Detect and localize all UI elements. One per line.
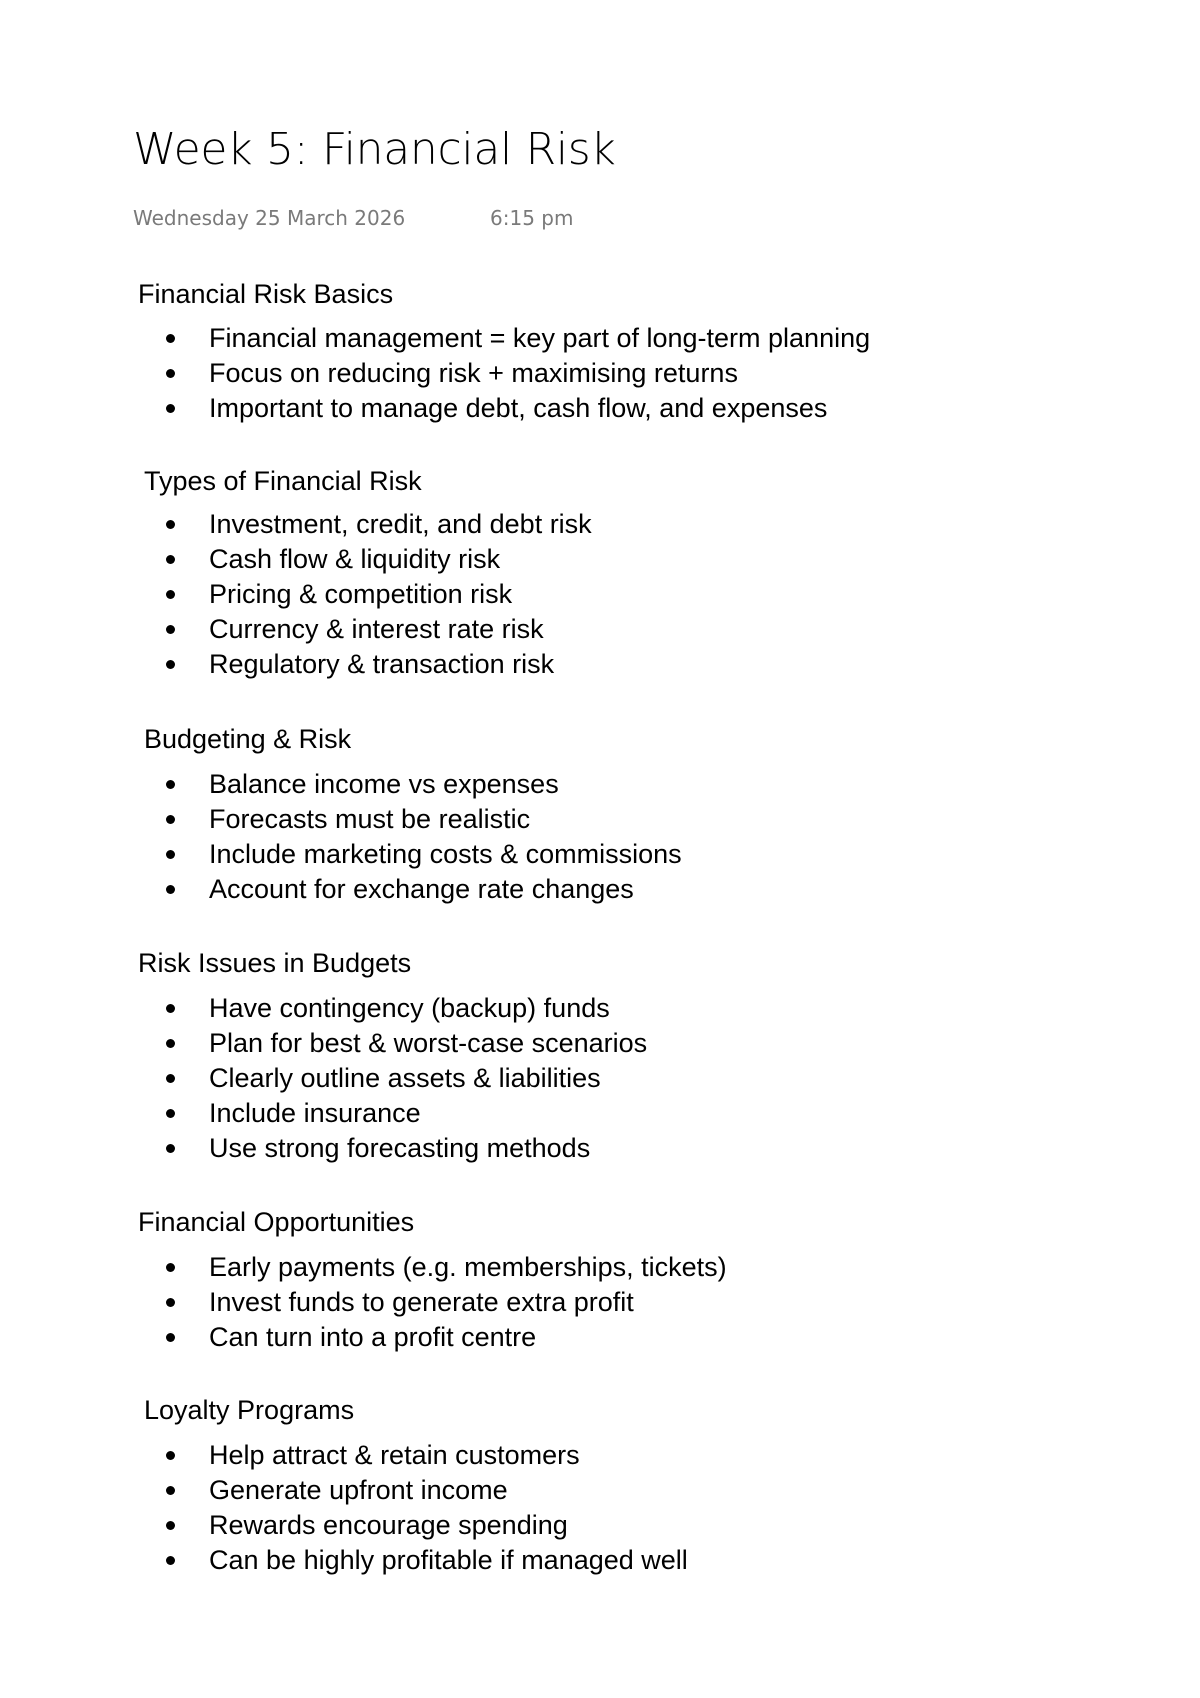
list-item-text: Can turn into a profit centre (209, 1322, 537, 1352)
bullet-dot-icon (166, 1263, 175, 1272)
bullet-dot-icon (166, 1074, 175, 1083)
section-heading: Budgeting & Risk (144, 724, 352, 754)
bullet-dot-icon (166, 1144, 175, 1153)
note-time: 6:15 pm (490, 206, 574, 230)
section-heading: Financial Opportunities (138, 1207, 415, 1237)
bullet-dot-icon (166, 369, 175, 378)
bullet-dot-icon (166, 1556, 175, 1565)
list-item-text: Plan for best & worst-case scenarios (209, 1028, 648, 1058)
bullet-dot-icon (166, 1004, 175, 1013)
list-item-text: Include marketing costs & commissions (209, 839, 682, 869)
bullet-dot-icon (166, 1521, 175, 1530)
list-item-text: Investment, credit, and debt risk (209, 509, 592, 539)
list-item-text: Clearly outline assets & liabilities (209, 1063, 601, 1093)
list-item-text: Rewards encourage spending (209, 1510, 568, 1540)
section-heading: Financial Risk Basics (138, 279, 394, 309)
list-item-text: Regulatory & transaction risk (209, 649, 555, 679)
list-item-text: Help attract & retain customers (209, 1440, 580, 1470)
note-date: Wednesday 25 March 2026 (133, 206, 406, 230)
bullet-dot-icon (166, 1109, 175, 1118)
bullet-dot-icon (166, 625, 175, 634)
list-item-text: Forecasts must be realistic (209, 804, 531, 834)
bullet-dot-icon (166, 780, 175, 789)
section-heading: Types of Financial Risk (144, 466, 422, 496)
list-item-text: Cash flow & liquidity risk (209, 544, 501, 574)
list-item-text: Focus on reducing risk + maximising returns (209, 358, 738, 388)
bullet-dot-icon (166, 850, 175, 859)
list-item-text: Have contingency (backup) funds (209, 993, 610, 1023)
bullet-dot-icon (166, 815, 175, 824)
page-title: Week 5: Financial Risk (133, 124, 616, 175)
list-item-text: Balance income vs expenses (209, 769, 559, 799)
list-item-text: Early payments (e.g. memberships, tickets) (209, 1252, 727, 1282)
bullet-dot-icon (166, 590, 175, 599)
bullet-dot-icon (166, 1333, 175, 1342)
list-item-text: Financial management = key part of long-term planning (209, 323, 871, 353)
section-heading: Loyalty Programs (144, 1395, 355, 1425)
section-heading: Risk Issues in Budgets (138, 948, 412, 978)
list-item-text: Include insurance (209, 1098, 421, 1128)
bullet-dot-icon (166, 1451, 175, 1460)
list-item-text: Pricing & competition risk (209, 579, 513, 609)
bullet-dot-icon (166, 555, 175, 564)
bullet-dot-icon (166, 660, 175, 669)
bullet-dot-icon (166, 1298, 175, 1307)
list-item-text: Can be highly profitable if managed well (209, 1545, 688, 1575)
bullet-dot-icon (166, 1039, 175, 1048)
list-item-text: Invest funds to generate extra profit (209, 1287, 634, 1317)
list-item-text: Account for exchange rate changes (209, 874, 634, 904)
list-item-text: Currency & interest rate risk (209, 614, 544, 644)
list-item-text: Important to manage debt, cash flow, and expenses (209, 393, 828, 423)
bullet-dot-icon (166, 1486, 175, 1495)
bullet-dot-icon (166, 520, 175, 529)
list-item-text: Generate upfront income (209, 1475, 508, 1505)
bullet-dot-icon (166, 404, 175, 413)
bullet-dot-icon (166, 334, 175, 343)
bullet-dot-icon (166, 885, 175, 894)
list-item-text: Use strong forecasting methods (209, 1133, 591, 1163)
